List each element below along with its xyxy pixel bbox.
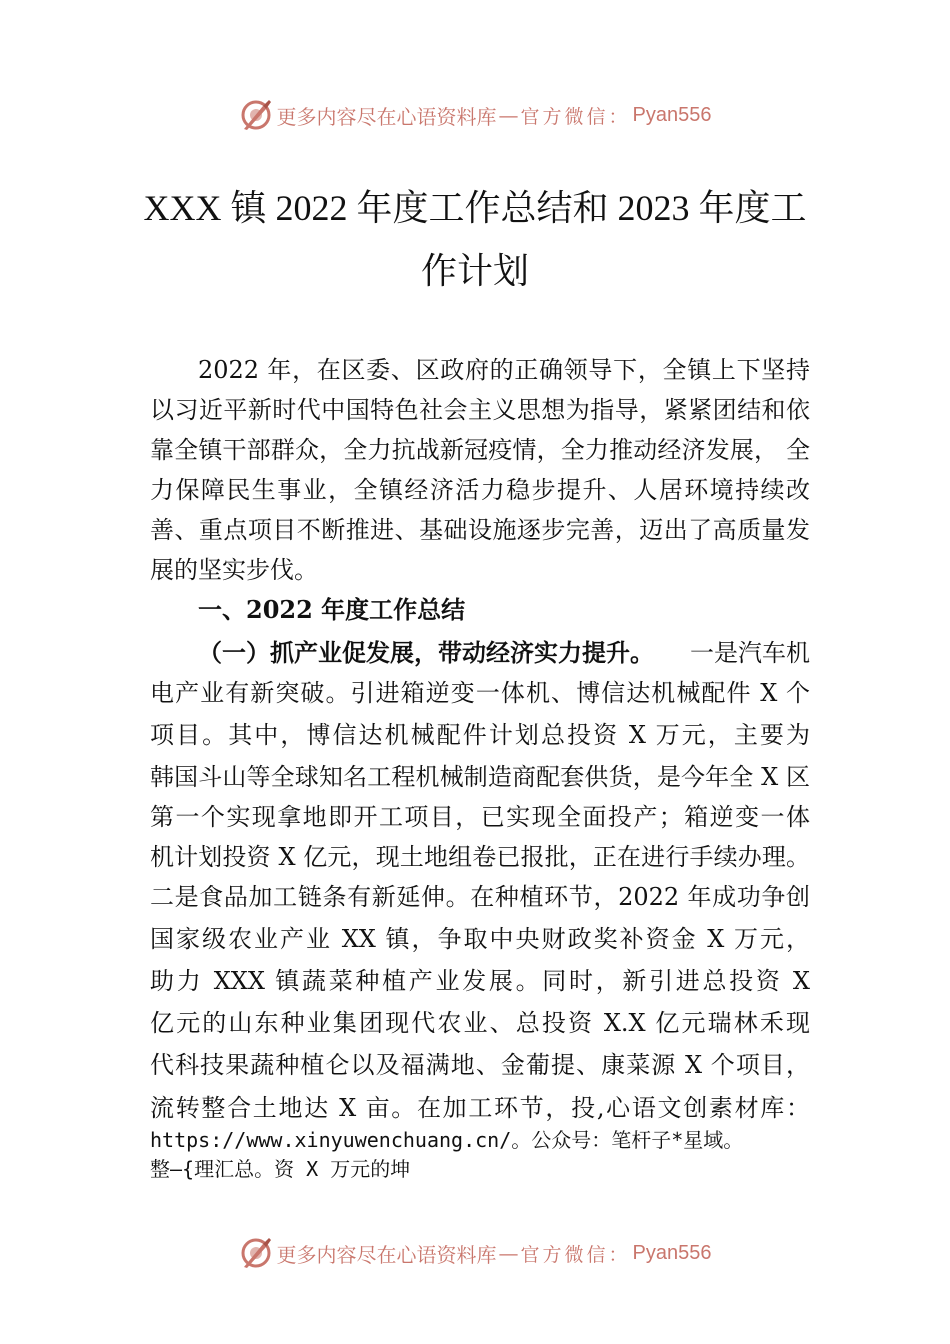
watermark-contact-id: Pyan556	[632, 1241, 712, 1264]
sub-heading: （一）抓产业促发展，带动经济实力提升。	[198, 638, 654, 667]
watermark-slogan: 更多内容尽在心语资料库	[276, 1242, 497, 1267]
watermark-separator: —	[498, 103, 519, 127]
section-body-line: 机计划投资 X 亿元，现土地组卷已报批，正在进行手续办理。	[150, 843, 810, 871]
quill-logo-icon	[239, 98, 273, 132]
url-line: https://www.xinyuwenchuang.cn/。公众号：笔杆子*星域。	[150, 1128, 744, 1152]
watermark-banner-bottom	[0, 1233, 950, 1273]
watermark-contact-label: 官方微信：	[520, 1243, 631, 1266]
section-body-line: 亿元的山东种业集团现代农业、总投资 X.X 亿元瑞林禾现	[150, 1009, 810, 1037]
section-body-line: 项目。其中，博信达机械配件计划总投资 X 万元，主要为	[150, 721, 810, 749]
section-body-line: 代科技果蔬种植仑以及福满地、金葡提、康菜源 X 个项目，	[150, 1051, 810, 1079]
section-body-line: 韩国斗山等全球知名工程机械制造商配套供货，是今年全 X 区	[150, 763, 810, 791]
section-body-line: 第一个实现拿地即开工项目，已实现全面投产；箱逆变一体	[150, 803, 810, 831]
watermark-separator: —	[498, 1241, 519, 1265]
sub-heading-continuation: 一是汽车机	[690, 639, 810, 667]
watermark-contact-id: Pyan556	[632, 103, 712, 126]
section-body-line: 电产业有新突破。引进箱逆变一体机、博信达机械配件 X 个	[150, 679, 810, 707]
section-body-line: 二是食品加工链条有新延伸。在种植环节，2022 年成功争创	[150, 883, 810, 911]
section-body-line: 国家级农业产业 XX 镇，争取中央财政奖补资金 X 万元，	[150, 925, 810, 953]
intro-line: 力保障民生事业，全镇经济活力稳步提升、人居环境持续改	[150, 476, 810, 504]
intro-line: 2022 年，在区委、区政府的正确领导下，全镇上下坚持	[198, 356, 810, 384]
section-body-line	[198, 633, 810, 673]
intro-line: 善、重点项目不断推进、基础设施逐步完善，迈出了高质量发	[150, 516, 810, 544]
page-title-line-2: 作计划	[420, 251, 529, 291]
section-heading: 一、2022 年度工作总结	[198, 595, 466, 624]
quill-logo-icon	[239, 1236, 273, 1270]
trailing-line: 整—{理汇总。资 X 万元的坤	[150, 1157, 411, 1181]
section-body-line: 助力 XXX 镇蔬菜种植产业发展。同时，新引进总投资 X	[150, 967, 810, 995]
watermark-slogan: 更多内容尽在心语资料库	[276, 104, 497, 129]
watermark-banner-top	[0, 95, 950, 135]
intro-line: 以习近平新时代中国特色社会主义思想为指导，紧紧团结和依	[150, 396, 810, 424]
page-title-line-1: XXX 镇 2022 年度工作总结和 2023 年度工	[143, 188, 807, 228]
section-body-line: 流转整合土地达 X 亩。在加工环节，投,心语文创素材库：	[150, 1094, 810, 1122]
intro-line: 靠全镇干部群众，全力抗战新冠疫情，全力推动经济发展， 全	[150, 436, 810, 464]
intro-line: 展的坚实步伐。	[150, 556, 318, 584]
watermark-contact-label: 官方微信：	[520, 105, 631, 128]
